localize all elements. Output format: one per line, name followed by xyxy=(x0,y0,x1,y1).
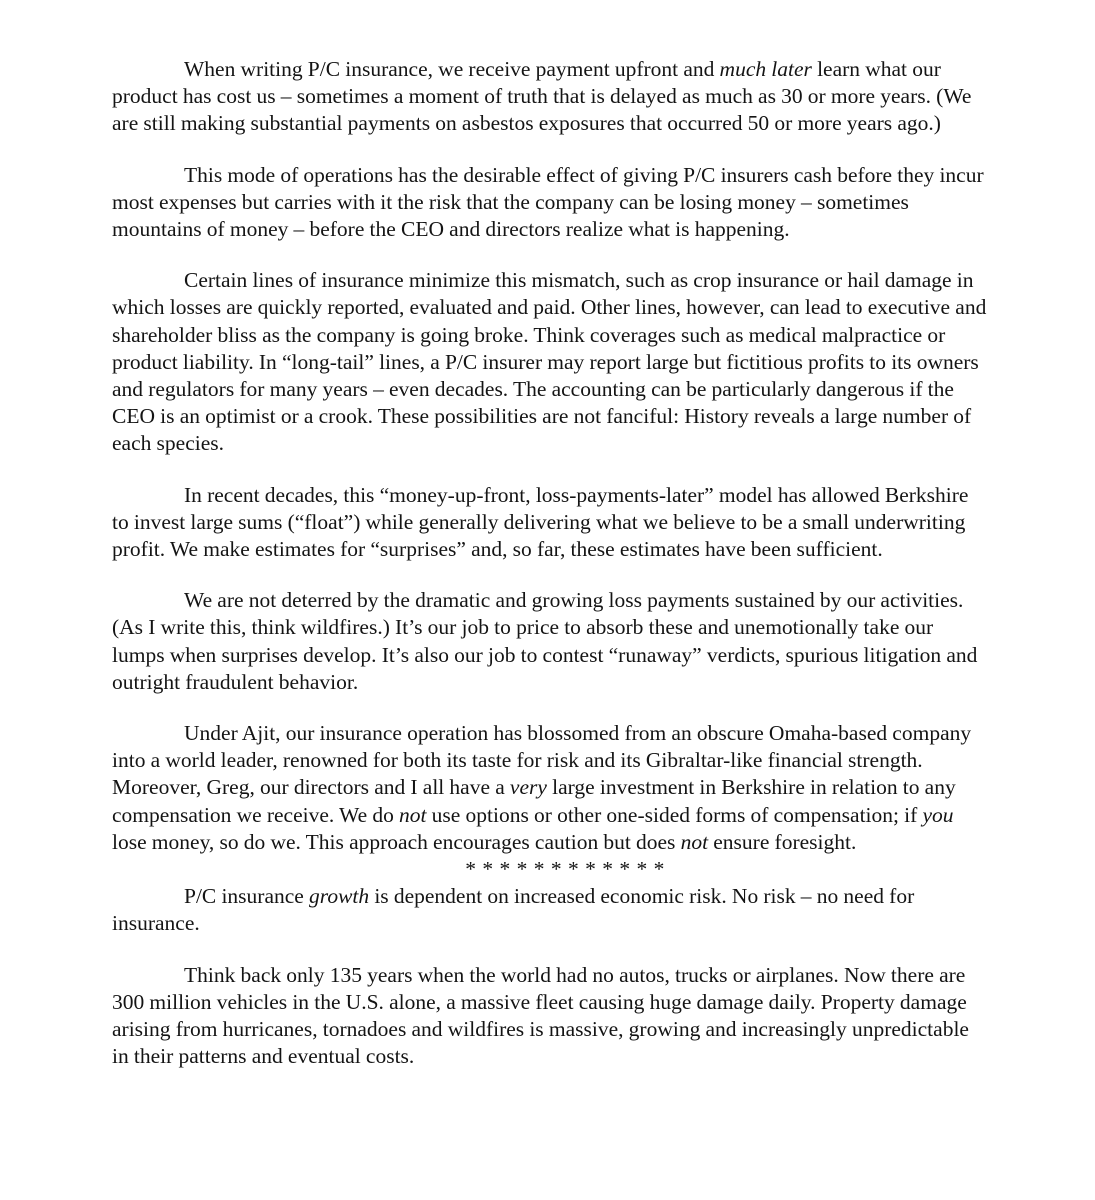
emphasis-text: you xyxy=(922,802,954,827)
document-body xyxy=(112,56,988,1095)
paragraph-float-model xyxy=(112,482,988,564)
text-segment: We are not deterred by the dramatic and growing loss payments sustained by our activities. (As I write this, think wildfires.) It’s our job to price to absorb these and unemotionally take our lumps when surprises develop. It’s also our job to contest “runaway” verdicts, spurious litigation and outright fraudulent behavior. xyxy=(112,588,978,694)
text-segment: is dependent on increased economic risk. No risk – no need for insurance. xyxy=(112,884,915,936)
text-segment: large investment in Berkshire in relation to any compensation we receive. We do xyxy=(112,775,956,827)
text-segment: When writing P/C insurance, we receive payment upfront and xyxy=(184,57,720,81)
paragraph-mode-of-operations xyxy=(112,162,988,244)
text-segment: use options or other one-sided forms of compensation; if xyxy=(426,802,923,827)
section-separator: * * * * * * * * * * * * xyxy=(465,857,665,882)
text-segment: This mode of operations has the desirable effect of giving P/C insurers cash before they incur most expenses but carries with it the risk that the company can be losing money – sometimes mountains of money – before the CEO and directors realize what is happening. xyxy=(112,162,984,242)
text-segment: Under Ajit, our insurance operation has blossomed from an obscure Omaha-based company into a world leader, renowned for both its taste for risk and its Gibraltar-like financial strength. Moreover, Greg, our directors and I all have a xyxy=(112,721,972,800)
emphasis-text: very xyxy=(509,775,547,800)
text-segment: learn what our product has cost us – sometimes a moment of truth that is delayed as much as 30 or more years. (We are still making substantial payments on asbestos exposures that occurred 50 or more years ago.) xyxy=(112,57,972,136)
text-segment: In recent decades, this “money-up-front, loss-payments-later” model has allowed Berkshire to invest large sums (“float”) while generally delivering what we believe to be a small underwriting profit. We make estimates for “surprises” and, so far, these estimates have been sufficient. xyxy=(112,482,969,562)
text-segment: P/C insurance xyxy=(184,884,309,909)
emphasis-text: not xyxy=(399,802,427,827)
paragraph-think-back xyxy=(112,962,988,1071)
emphasis-text: much later xyxy=(719,57,812,81)
paragraph-loss-payments xyxy=(112,587,988,696)
emphasis-text: growth xyxy=(309,884,370,909)
text-segment: lose money, so do we. This approach encourages caution but does xyxy=(112,829,681,854)
paragraph-payment-upfront xyxy=(112,56,988,138)
paragraph-under-ajit xyxy=(112,720,988,856)
text-segment: ensure foresight. xyxy=(708,829,857,854)
text-segment: Certain lines of insurance minimize this mismatch, such as crop insurance or hail damage in which losses are quickly reported, evaluated and paid. Other lines, however, can lead to executive and shareholder bliss as the company is going broke. Think coverages such as medical malpractice or product liability. In “long-tail” lines, a P/C insurer may report large but fictitious profits to its owners and regulators for many years – even decades. The accounting can be particularly dangerous if the CEO is an optimist or a crook. These possibilities are not fanciful: History reveals a large number of each species. xyxy=(112,268,987,456)
paragraph-lines-of-insurance xyxy=(112,267,988,457)
emphasis-text: not xyxy=(680,829,709,854)
paragraph-insurance-growth xyxy=(112,883,988,937)
text-segment: Think back only 135 years when the world had no autos, trucks or airplanes. Now there are 300 million vehicles in the U.S. alone, a massive fleet causing huge damage daily. Property damage arising from hurricanes, tornadoes and wildfires is massive, growing and increasingly unpredictable in their patterns and eventual costs. xyxy=(112,962,969,1069)
